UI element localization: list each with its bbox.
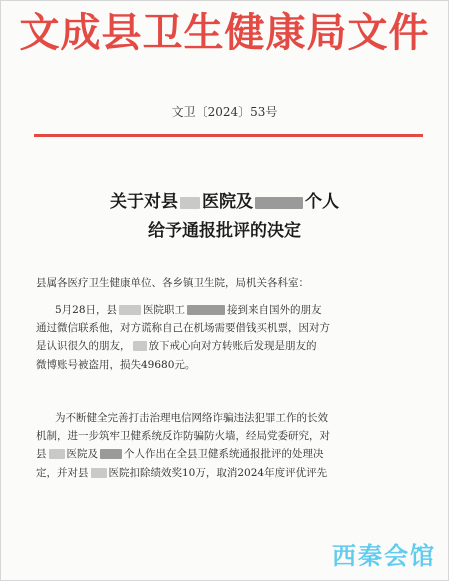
paragraph-1-line-1 (55, 303, 421, 317)
redaction-mask (119, 305, 141, 315)
paragraph-2-line-3 (36, 447, 421, 461)
title-suffix: 个人 (305, 192, 339, 212)
redaction-mask (180, 197, 200, 209)
paragraph-2-line-2: 机制，进一步筑牢卫健系统反诈防骗防火墙，经局党委研究，对 (36, 430, 330, 442)
redaction-mask (187, 305, 225, 315)
text-segment: 医院职工 (143, 304, 186, 316)
issuer-header: 文成县卫生健康局文件 (19, 9, 430, 56)
recipients-line: 县属各医疗卫生健康单位、各乡镇卫生院，局机关各科室： (36, 277, 309, 289)
redaction-mask (133, 341, 147, 351)
text-segment: 个人作出在全县卫健系统通报批评的处理决 (124, 448, 324, 460)
document-title-line-2: 给予通报批评的决定 (148, 221, 301, 241)
redaction-mask (255, 197, 303, 209)
paragraph-1-line-3 (36, 339, 421, 353)
redaction-mask (49, 449, 65, 459)
document-number: 文卫〔2024〕53号 (171, 105, 278, 119)
text-segment: 放下戒心向对方转账后发现是朋友的 (148, 340, 317, 352)
text-segment: 医院扣除绩效奖10万，取消2024年度评优评先 (108, 467, 328, 479)
title-prefix: 关于对县 (110, 192, 178, 212)
document-title-line-1 (1, 191, 448, 213)
redaction-mask (100, 449, 122, 459)
paragraph-2-line-4 (36, 466, 421, 480)
paragraph-1-line-4: 微博账号被盗用，损失49680元。 (36, 359, 196, 371)
site-watermark: 西秦会馆 (332, 542, 436, 570)
text-segment: 县 (36, 448, 47, 460)
text-segment: 5月28日，县 (55, 304, 118, 316)
paragraph-1-line-2: 通过微信联系他，对方谎称自己在机场需要借钱买机票，因对方 (36, 322, 330, 334)
title-mid: 医院及 (202, 192, 253, 212)
paragraph-2-line-1: 为不断健全完善打击治理电信网络诈骗违法犯罪工作的长效 (55, 412, 328, 424)
text-segment: 定，并对县 (36, 467, 89, 479)
text-segment: 接到来自国外的朋友 (227, 304, 322, 316)
text-segment: 是认识很久的朋友， (36, 340, 131, 352)
redaction-mask (91, 468, 107, 478)
header-divider (34, 134, 423, 137)
text-segment: 医院及 (66, 448, 98, 460)
